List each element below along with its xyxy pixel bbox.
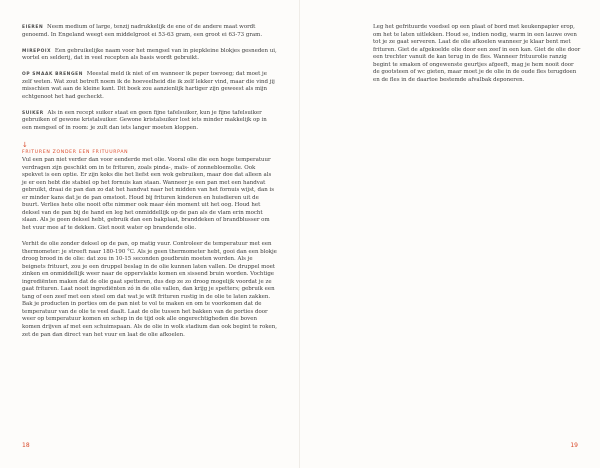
right-page <box>300 0 600 468</box>
definition-text: Meestal meld ik niet of en wanneer ik peper toevoeg; dat moet je zelf weten. Wat zout betreft noem ik de hoeveelheid die ik zelf lekker vind, maar die vind jij misschien wat aan de kleine kant. Dit boek zou aanzienlijk hartiger zijn geweest als mijn echtgenoot het had gecheckt. <box>22 71 275 100</box>
definition-term: MIREPOIX <box>22 48 52 54</box>
body-paragraph: Leg het gefrituurde voedsel op een plaat of bord met keukenpapier erop, om het te laten uitlekken. Houd se, indien nodig, warm in een lauwe oven tot je ze gaat serveren. Laat de olie afkoelen wanneer je klaar bent met frituren. Giet de afgekoelde olie door een zeef in een kan. Giet de olie door een trechter vanuit de kan terug in de fles. Wanneer frituurolie ranzig begint te smaken of ongewenste geurtjes afgeeft, mag je hem nooit door de gootsteen of wc gieten, maar moet je de olie in de oude fles terugdoen en de fles in de daartoe bestemde afvalbak deponeren. <box>373 24 581 83</box>
definition-suiker <box>22 110 277 133</box>
definition-term: EIEREN <box>22 25 44 30</box>
page-number: 18 <box>22 442 30 449</box>
definition-text: Een gebruikelijke naam voor het mengsel van in piepkleine blokjes gesneden ui, wortel en selderij, dat in veel recepten als basis wordt gebruikt. <box>22 47 277 62</box>
section-title: FRITUREN ZONDER EEN FRITUURPAN <box>22 150 129 156</box>
right-column <box>373 24 581 93</box>
definition-op-smaak-brengen <box>22 71 277 101</box>
definition-term: OP SMAAK BRENGEN <box>22 72 84 78</box>
body-paragraph: Verhit de olie zonder deksel op de pan, op matig vuur. Controleer de temperatuur met een thermometer: je streeft naar 180-190 °C. Als je geen thermometer hebt, gooi dan een blokje droog brood in de olie: dat zou in 10-15 seconden goudbruin moeten worden. Als je beignets frituurt, zou je een druppel beslag in de olie kunnen laten vallen. De druppel moet zinken en onmiddellijk weer naar de oppervlakte komen en sissend bruin worden. Vochtige ingrediënten maken dat de olie gaat spetteren, dus dep ze zo droog mogelijk voordat je ze gaat frituren. Laat nooit ingrediënten zó in de olie vallen, dan krijg je spetters; gebruik een tang of een zeef met een steel om dat wat je wilt frituren rustig in de olie te laten zakken. Bak je producten in porties om de pan niet te vol te maken en om te voorkomen dat de temperatuur van de olie te veel daalt. Laat de olie tussen het bakken van de porties door weer op temperatuur komen en schep in de tijd ook alle ongerechtigheden die boven komen drijven af met een schuimspaan. Als de olie in wolk stadium dan ook begint te roken, zet de pan dan direct van het vuur en laat de olie afkoelen. <box>22 240 277 338</box>
definition-eieren <box>22 24 277 39</box>
definition-mirepoix <box>22 48 277 63</box>
definition-text: Neem medium of large, tenzij nadrukkelijk de ene of de andere maat wordt genoemd. In Engeland weegt een middelgroot ei 53-63 gram, een groot ei 63-73 gram. <box>22 24 263 38</box>
definition-term: SUIKER <box>22 110 44 116</box>
page-number: 19 <box>570 442 578 449</box>
body-paragraph: Vul een pan niet verder dan voor eenderde met olie. Vooral olie die een hoge temperatuur verdragen zijn geschikt om in te frituren, zoals pinda-, maïs- of zonnebloemolie. Ook spekvet is een optie. Er zijn koks die het liefst een wok gebruiken, maar doe dat alleen als je er een hebt die stabiel op het fornuis kan staan. Wanneer je een pan met een handvat gebruikt, draai de pan dan zo dat het handvat naar het midden van het fornuis wijst, dan is er minder kans dat je de pan omstoot. Houd bij frituren kinderen en huisdieren uit de buurt. Verlies hete olie nooit ofte nimmer ook maar één moment uit het oog. Houd het deksel van de pan bij de hand en leg het onmiddellijk op de pan als de vlam erin mocht slaan. Als je geen deksel hebt, gebruik dan een bakplaat, branddeken of brandblusser om het vuur mee af te dekken. Giet nooit water op brandende olie. <box>22 157 274 231</box>
left-column <box>22 24 277 348</box>
arrow-down-icon: ↓ <box>22 141 28 150</box>
definition-text: Als in een recept suiker staat en geen fijne tafelsuiker, kun je fijne tafelsuiker gebruiken of gewone kristalsuiker. Gewone kristalsuiker lost iets minder makkelijk op in een mengsel of in room: je zult dan iets langer moeten kloppen. <box>22 109 267 131</box>
